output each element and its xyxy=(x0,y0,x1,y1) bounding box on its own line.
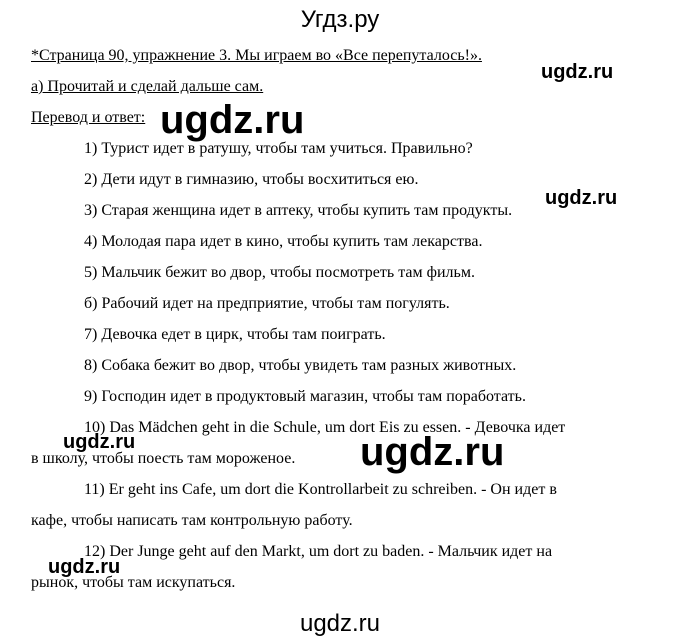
answer-item-line1: 12) Der Junge geht auf den Markt, um dort zu baden. - Мальчик идет на xyxy=(84,543,553,560)
answer-item-line2: кафе, чтобы написать там контрольную работу. xyxy=(31,512,353,529)
answer-item: б) Рабочий идет на предприятие, чтобы там погулять. xyxy=(84,295,450,312)
answer-item-line1: 11) Er geht ins Cafe, um dort die Kontrollarbeit zu schreiben. - Он идет в xyxy=(84,481,557,498)
watermark: ugdz.ru xyxy=(63,431,136,453)
answer-item: 8) Собака бежит во двор, чтобы увидеть там разных животных. xyxy=(84,357,517,374)
answer-item: 3) Старая женщина идет в аптеку, чтобы купить там продукты. xyxy=(84,202,513,219)
answer-label: Перевод и ответ: xyxy=(31,109,146,126)
exercise-title: *Страница 90, упражнение 3. Мы играем во «Все перепуталось!». xyxy=(31,47,482,64)
answer-item-line2: рынок, чтобы там искупаться. xyxy=(31,574,236,591)
answer-item: 9) Господин идет в продуктовый магазин, чтобы там поработать. xyxy=(84,388,526,405)
answer-item-line2: в школу, чтобы поесть там мороженое. xyxy=(31,450,296,467)
site-footer: ugdz.ru xyxy=(299,610,381,637)
watermark: ugdz.ru xyxy=(545,187,618,209)
watermark: ugdz.ru xyxy=(48,556,121,578)
answer-item: 1) Турист идет в ратушу, чтобы там учиться. Правильно? xyxy=(84,140,473,157)
site-title: Угдз.ру xyxy=(300,6,380,33)
answer-item-line1: 10) Das Mädchen geht in die Schule, um dort Eis zu essen. - Девочка идет xyxy=(84,419,566,436)
answer-item: 2) Дети идут в гимназию, чтобы восхититься ею. xyxy=(84,171,419,188)
watermark: ugdz.ru xyxy=(360,430,505,474)
watermark: ugdz.ru xyxy=(160,98,305,142)
answer-item: 4) Молодая пара идет в кино, чтобы купить там лекарства. xyxy=(84,233,483,250)
answer-item: 5) Мальчик бежит во двор, чтобы посмотреть там фильм. xyxy=(84,264,475,281)
watermark: ugdz.ru xyxy=(541,61,614,83)
answer-item: 7) Девочка едет в цирк, чтобы там поиграть. xyxy=(84,326,386,343)
exercise-subtitle: а) Прочитай и сделай дальше сам. xyxy=(31,78,264,95)
